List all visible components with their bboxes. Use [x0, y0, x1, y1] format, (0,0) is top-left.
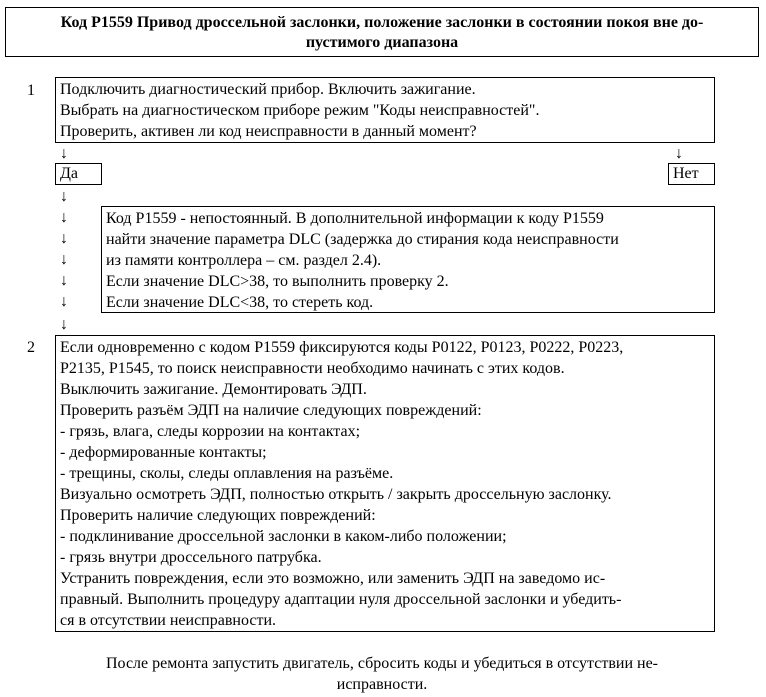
- arrow-down-icon: ↓: [60, 230, 68, 247]
- step-1-number: 1: [27, 82, 35, 99]
- step-2-line: Проверить разъём ЭДП на наличие следующих повреждений:: [60, 402, 482, 419]
- step-2-line: Выключить зажигание. Демонтировать ЭДП.: [60, 381, 367, 398]
- no-branch-line: найти значение параметра DLC (задержка до стирания кода неисправности: [106, 231, 619, 248]
- no-branch-line: Если значение DLC>38, то выполнить проверку 2.: [106, 273, 449, 290]
- page-title: [5, 7, 759, 57]
- step-2-line: Если одновременно с кодом P1559 фиксируются коды P0122, P0123, P0222, P0223,: [60, 339, 624, 356]
- step-2-line: - подклинивание дроссельной заслонки в каком-либо положении;: [60, 528, 507, 545]
- no-branch-box: [101, 206, 715, 313]
- no-branch-line: Если значение DLC<38, то стереть код.: [106, 294, 374, 311]
- arrow-down-icon: ↓: [60, 272, 68, 289]
- step-2-number: 2: [27, 339, 35, 356]
- step-2-line: Визуально осмотреть ЭДП, полностью открыть / закрыть дроссельную заслонку.: [60, 486, 612, 503]
- step-2-box: [55, 335, 715, 632]
- step-2-line: P2135, P1545, то поиск неисправности необходимо начинать с этих кодов.: [60, 360, 565, 377]
- arrow-down-icon: ↓: [675, 145, 683, 162]
- step-1-box: [55, 77, 715, 143]
- footer-note: [40, 653, 724, 695]
- arrow-down-icon: ↓: [60, 316, 68, 333]
- step-2-line: - грязь, влага, следы коррозии на контактах;: [60, 423, 361, 440]
- step-2-line: ся в отсутствии неисправности.: [60, 612, 277, 629]
- title-line-2: пустимого диапазона: [305, 34, 459, 51]
- arrow-down-icon: ↓: [60, 209, 68, 226]
- no-branch-line: Код P1559 - непостоянный. В дополнительной информации к коду P1559: [106, 210, 604, 227]
- step-2-line: правный. Выполнить процедуру адаптации нуля дроссельной заслонки и убедить-: [60, 591, 622, 608]
- title-line-1: Код P1559 Привод дроссельной заслонки, положение заслонки в состоянии покоя вне до-: [60, 14, 704, 31]
- branch-yes-label: Да: [55, 163, 102, 185]
- arrow-down-icon: ↓: [60, 188, 68, 205]
- step-1-line: Проверить, активен ли код неисправности в данный момент?: [60, 123, 477, 140]
- step-2-line: Устранить повреждения, если это возможно, или заменить ЭДП на заведомо ис-: [60, 570, 606, 587]
- branch-no-label: Нет: [668, 163, 715, 185]
- no-branch-line: из памяти контроллера – см. раздел 2.4).: [106, 252, 382, 269]
- arrow-down-icon: ↓: [60, 145, 68, 162]
- step-1-line: Выбрать на диагностическом приборе режим "Коды неисправностей".: [60, 102, 540, 119]
- footer-line-2: исправности.: [336, 676, 428, 693]
- step-1-line: Подключить диагностический прибор. Включить зажигание.: [60, 81, 476, 98]
- step-2-line: - грязь внутри дроссельного патрубка.: [60, 549, 322, 566]
- step-2-line: - трещины, сколы, следы оплавления на разъёме.: [60, 465, 394, 482]
- arrow-down-icon: ↓: [60, 251, 68, 268]
- footer-line-1: После ремонта запустить двигатель, сбросить коды и убедиться в отсутствии не-: [106, 655, 658, 672]
- step-2-line: Проверить наличие следующих повреждений:: [60, 507, 376, 524]
- arrow-down-icon: ↓: [60, 293, 68, 310]
- step-2-line: - деформированные контакты;: [60, 444, 267, 461]
